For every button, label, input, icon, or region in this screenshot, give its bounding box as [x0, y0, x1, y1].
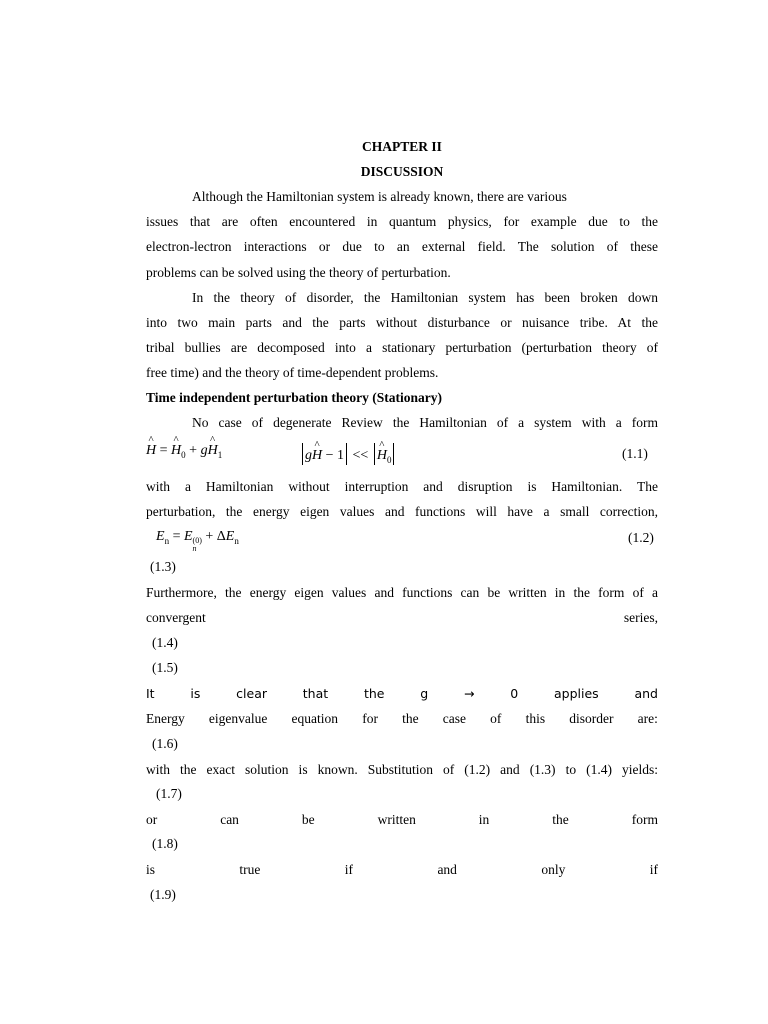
- word: can: [220, 812, 239, 827]
- word: g: [420, 686, 429, 701]
- paragraph-1-line-1: Although the Hamiltonian system is already known, there are various: [192, 189, 567, 204]
- word: if: [344, 862, 354, 877]
- paragraph-8-line-1: [146, 811, 658, 828]
- word: series,: [623, 610, 658, 625]
- word: the: [363, 686, 385, 701]
- word: that: [302, 686, 329, 701]
- word: eigenvalue: [208, 711, 268, 726]
- word: and: [634, 686, 658, 701]
- paragraph-2-line-2: into two main parts and the parts without disturbance or nuisance tribe. At the: [146, 315, 658, 330]
- paragraph-6-line-1: [146, 685, 658, 702]
- paragraph-1-line-4: problems can be solved using the theory of perturbation.: [146, 265, 451, 280]
- word: clear: [236, 686, 267, 701]
- equation-number-1-9: (1.9): [150, 887, 176, 902]
- equation-number-1-2: (1.2): [628, 530, 654, 545]
- equation-1-1: ^ H = ^ $H_0$ + g^ $H_1$: [146, 443, 222, 460]
- chapter-title: DISCUSSION: [360, 164, 444, 179]
- paragraph-5-line-1: Furthermore, the energy eigen values and functions can be written in the form of a: [146, 585, 658, 600]
- paragraph-5-line-2: [146, 609, 658, 626]
- word: is: [190, 686, 201, 701]
- word: of: [490, 711, 502, 726]
- word: 0: [510, 686, 519, 701]
- word: equation: [291, 711, 339, 726]
- word: are:: [637, 711, 658, 726]
- paragraph-2-line-3: tribal bullies are decomposed into a stationary perturbation (perturbation theory of: [146, 340, 658, 355]
- equation-number-1-5: (1.5): [152, 660, 178, 675]
- equation-number-1-1: (1.1): [622, 446, 648, 461]
- paragraph-6-line-2: [146, 710, 658, 727]
- word: be: [301, 812, 315, 827]
- equation-number-1-6: (1.6): [152, 736, 178, 751]
- word: Energy: [146, 711, 185, 726]
- equation-number-1-7: (1.7): [156, 786, 182, 801]
- word: written: [377, 812, 416, 827]
- word: only: [541, 862, 566, 877]
- paragraph-2-line-1: In the theory of disorder, the Hamiltonian system has been broken down: [192, 290, 658, 305]
- paragraph-1-line-3: electron-lectron interactions or due to an external field. The solution of these: [146, 239, 658, 254]
- word: is: [146, 862, 156, 877]
- paragraph-3-line-1: No case of degenerate Review the Hamiltonian of a system with a form: [192, 415, 658, 430]
- equation-number-1-4: (1.4): [152, 635, 178, 650]
- word: the: [402, 711, 419, 726]
- word: form: [631, 812, 658, 827]
- word: true: [239, 862, 261, 877]
- paragraph-2-line-4: free time) and the theory of time-dependent problems.: [146, 365, 439, 380]
- equation-number-1-8: (1.8): [152, 836, 178, 851]
- equation-1-1-condition: g^ H − 1 << ^ $H_0$: [300, 443, 396, 465]
- word: the: [552, 812, 569, 827]
- paragraph-4-line-1: with a Hamiltonian without interruption and disruption is Hamiltonian. The: [146, 479, 658, 494]
- paragraph-9-line-1: [146, 861, 658, 878]
- word: disorder: [569, 711, 614, 726]
- equation-1-2: $E_n = E$ (0) n + $\Delta E_n$: [156, 529, 239, 553]
- chapter-label: CHAPTER II: [362, 139, 442, 154]
- word: or: [146, 812, 158, 827]
- word: for: [362, 711, 378, 726]
- paragraph-7-line-1: with the exact solution is known. Substitution of (1.2) and (1.3) to (1.4) yields:: [146, 762, 658, 777]
- word: applies: [553, 686, 599, 701]
- word: if: [649, 862, 658, 877]
- word: It: [146, 686, 155, 701]
- equation-number-1-3: (1.3): [150, 559, 176, 574]
- arrow-symbol: →: [463, 686, 475, 701]
- word: convergent: [146, 610, 206, 625]
- word: and: [437, 862, 457, 877]
- word: in: [478, 812, 490, 827]
- paragraph-1-line-2: issues that are often encountered in quantum physics, for example due to the: [146, 214, 658, 229]
- word: this: [525, 711, 546, 726]
- word: case: [442, 711, 466, 726]
- section-title: Time independent perturbation theory (Stationary): [146, 390, 442, 405]
- paragraph-4-line-2: perturbation, the energy eigen values and functions will have a small correction,: [146, 504, 658, 519]
